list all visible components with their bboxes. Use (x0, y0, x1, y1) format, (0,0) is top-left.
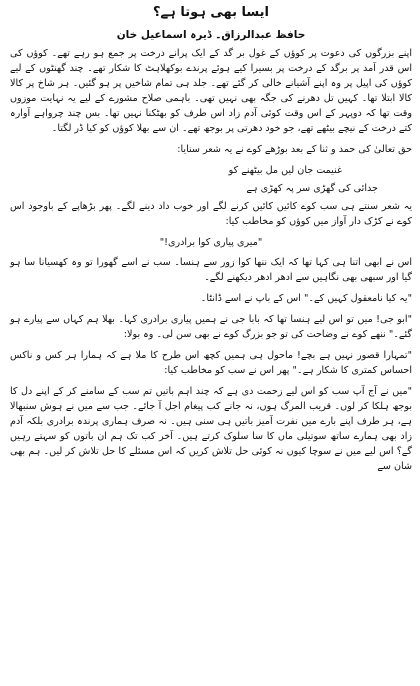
paragraph: اس نے ابھی اتنا ہی کہا تھا کہ ایک ننھا کوا زور سے ہنسا۔ سب نے اسے گھورا تو وہ کھسیانا سا ہو گیا اور سبھی بھی نگاہیں سے ادھر ادھر دیکھنے لگے۔ (10, 257, 412, 283)
paragraph: یہ شعر سنتے ہی سب کوے کائیں کائیں کرنے لگے اور خوب داد دینے لگے۔ پھر بڑھاپے کے باوجود اس کوے نے کڑک دار آواز میں کوؤں کو مخاطب کیا: (10, 201, 412, 227)
paragraph: "ابو جی! میں تو اس لیے ہنسا تھا کہ بابا جی نے ہمیں پیاری برادری کہا۔ بھلا ہم کہاں سے پیارے ہو گئے۔" ننھے کوے نے وضاحت کی تو جو بزرگ کوے نے بھی سن لی۔ وہ بولا: (10, 314, 412, 340)
paragraph: "یہ کیا نامعقول کہیں کے۔" اس کے باپ نے اسے ڈانٹا۔ (200, 293, 412, 304)
verse-line: جدائی کی گھڑی سر پہ کھڑی ہے (246, 183, 378, 194)
intro-line: حق تعالیٰ کی حمد و ثنا کے بعد بوڑھے کوے نے یہ شعر سنایا: (177, 144, 412, 155)
paragraph: اپنے بزرگوں کی دعوت پر کوؤں کے غول بر گد کے ایک پرانے درخت پر جمع ہو رہے تھے۔ کوؤں کی اس قدر آمد پر برگد کے درخت پر بسیرا کیے ہوئے پرندے بوکھلاہٹ کا شکار تھے۔ چند گھنٹوں کے لیے کوؤں کی اپیل پر وہ اپنے آشیانے خالی کر گئے تھے۔ جلد ہی تمام شاخیں پر ہو گئیں۔ ہر شاخ پر کالا کالا ابتلا تھا۔ کہیں تل دھرنے کی جگہ بھی نہیں تھی۔ باہمی صلاح مشورے کے لیے یہ نہایت موزوں وقت تھا کہ دوپہر کے اس وقت کوئی آدم زاد اس طرف کو بھٹکنا نہیں تھا۔ بس چند چرواہے آوارہ کتے درخت کے نیچے بیٹھے تھے، جو خود دھرتی پر بوجھ تھے۔ ان سے بھلا کوؤں کو کیا ڈر لگتا۔ (10, 48, 412, 134)
quote: "میری پیاری کوا برادری!" (159, 237, 263, 248)
verse-line: غنیمت جان لیں مل بیٹھنے کو (228, 165, 342, 176)
paragraph: "میں نے آج آپ سب کو اس لیے زحمت دی ہے کہ چند اہم باتیں تم سب کے سامنے کر کے اپنے دل کا بوجھ ہلکا کر لوں۔ قریب المرگ ہوں، نہ جانے کب پیغام اجل آ جائے۔ جب سے میں نے ہوش سنبھالا ہے، ہر طرف اپنے بارے میں نفرت آمیز باتیں ہی سنی ہیں۔ نہ صرف ہماری پرندہ برادری بلکہ آدم زاد بھی ہمارے ساتھ سوتیلی ماں کا سا سلوک کرتے ہیں۔ آخر کب تک ہم ان باتوں کو سہتے رہیں گے؟ اس لیے میں نے سوچا کیوں نہ کوئی حل تلاش کریں کہ اس مسئلے کا حل تلاش کر لیں۔ ہم بھی شان سے (10, 386, 412, 472)
article-title: ایسا بھی ہوتا ہے؟ (153, 5, 269, 20)
article-author: حافظ عبدالرزاق۔ ڈیرہ اسماعیل خان (116, 29, 306, 41)
paragraph: "تمہارا قصور نہیں ہے بچے! ماحول ہی ہمیں کچھ اس طرح کا ملا ہے کہ ہمارا ہر کس و ناکس احساس کمتری کا شکار ہے۔" پھر اس نے سب کو مخاطب کیا: (10, 350, 412, 376)
